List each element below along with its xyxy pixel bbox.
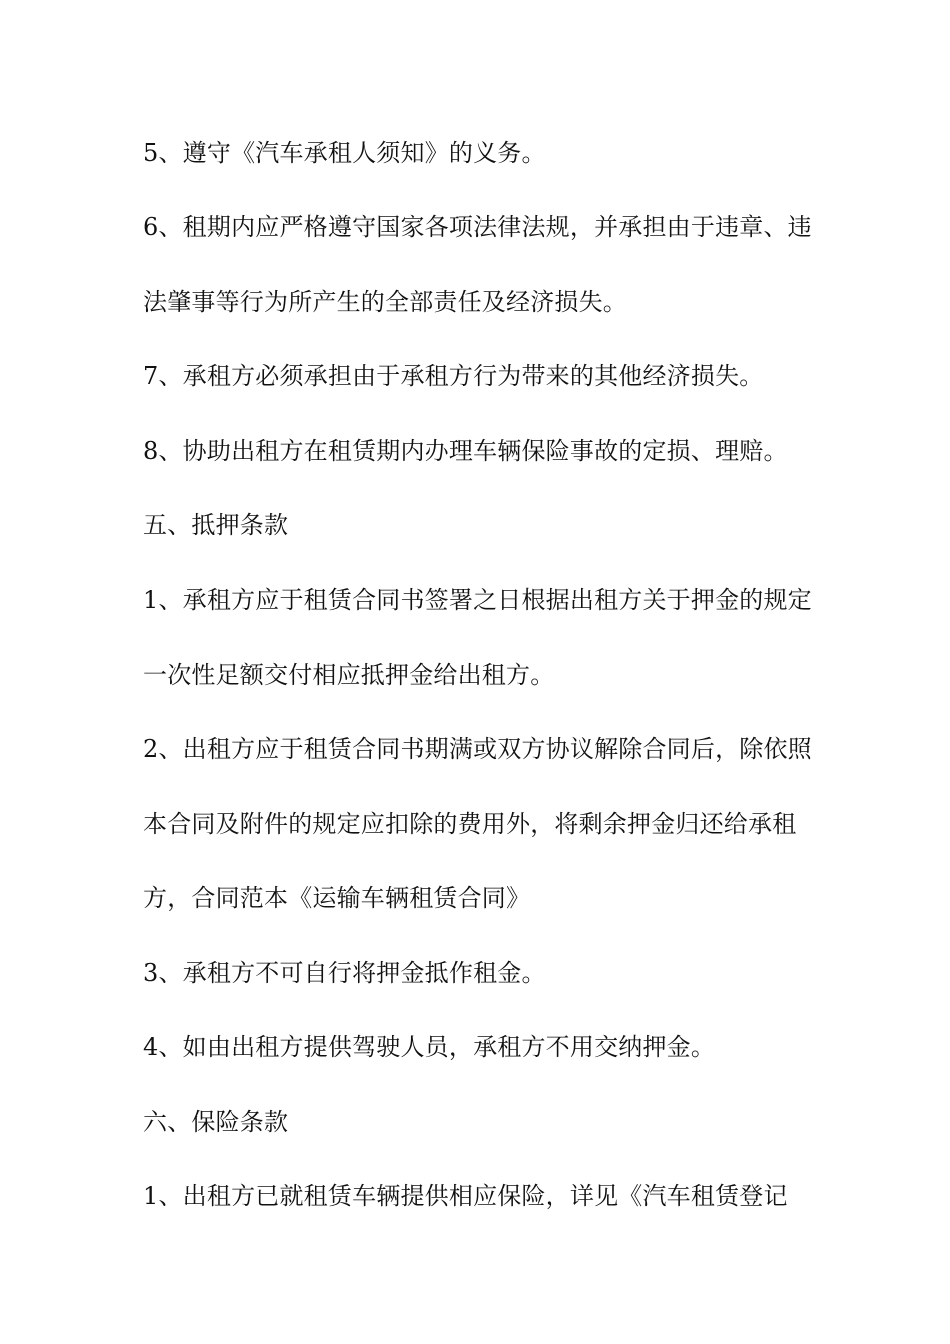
text-line: 3、承租方不可自行将押金抵作租金。 [143, 959, 546, 987]
text-line: 本合同及附件的规定应扣除的费用外，将剩余押金归还给承租 [143, 810, 797, 838]
text-line: 6、租期内应严格遵守国家各项法律法规，并承担由于违章、违 [143, 213, 812, 241]
section-heading: 六、保险条款 [143, 1108, 289, 1136]
text-line: 方，合同范本《运输车辆租赁合同》 [143, 884, 531, 912]
text-line: 一次性足额交付相应抵押金给出租方。 [143, 661, 555, 689]
text-line: 法肇事等行为所产生的全部责任及经济损失。 [143, 288, 627, 316]
section-heading: 五、抵押条款 [143, 511, 289, 539]
text-line: 1、承租方应于租赁合同书签署之日根据出租方关于押金的规定 [143, 586, 812, 614]
text-line: 2、出租方应于租赁合同书期满或双方协议解除合同后，除依照 [143, 735, 812, 763]
text-line: 8、协助出租方在租赁期内办理车辆保险事故的定损、理赔。 [143, 437, 788, 465]
text-line: 7、承租方必须承担由于承租方行为带来的其他经济损失。 [143, 362, 764, 390]
text-line: 1、出租方已就租赁车辆提供相应保险，详见《汽车租赁登记 [143, 1182, 788, 1210]
text-line: 4、如由出租方提供驾驶人员，承租方不用交纳押金。 [143, 1033, 716, 1061]
text-line: 5、遵守《汽车承租人须知》的义务。 [143, 139, 546, 167]
